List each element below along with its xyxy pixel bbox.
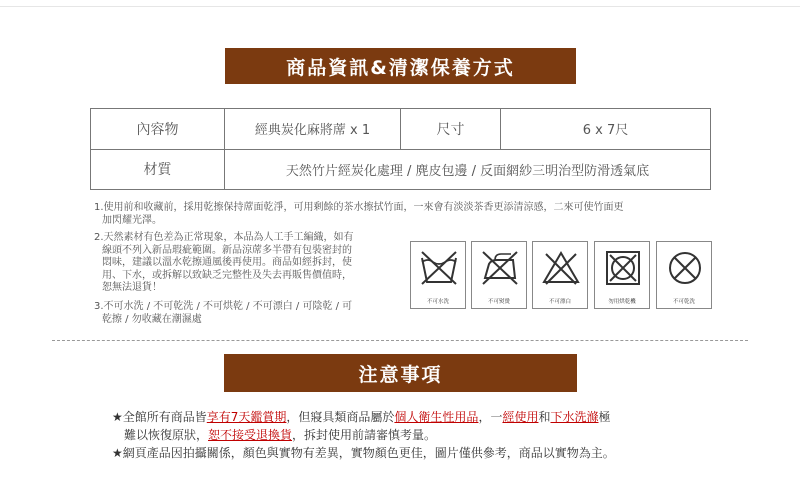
care-icon-box: [594, 241, 650, 309]
highlight-hygiene-product: 個人衛生性用品: [394, 410, 479, 424]
note-line: 悶味，建議以溫水乾擦通風後再使用。商品如經拆封，使: [102, 257, 352, 268]
care-icon-label: 不可漂白: [548, 299, 571, 305]
no-bleach-icon: [540, 248, 582, 288]
notice-text-span: ，拆封使用前請審慎考量。: [292, 428, 437, 442]
highlight-washed: 下水洗滌: [550, 410, 599, 424]
no-tumble-dry-icon: [602, 248, 644, 288]
section-title-product-info: 商品資訊&清潔保養方式: [225, 48, 576, 84]
no-dry-clean-icon: [664, 248, 706, 288]
contents-value: 經典炭化麻將蓆 x 1: [225, 109, 401, 150]
note-line: 用、下水，或拆解以致缺乏完整性及失去再販售價值時，: [102, 269, 352, 281]
note-line: 線頭不列入新品瑕疵範圍。新品涼蓆多半帶有包裝密封的: [102, 244, 352, 256]
note-line: 加閃耀光澤。: [102, 214, 162, 226]
care-icons: [410, 241, 712, 309]
care-icon-label: 勿用烘乾機: [608, 299, 636, 305]
note-3: [94, 301, 399, 326]
no-iron-icon: [479, 248, 521, 288]
notice-text-span: 極: [598, 410, 611, 424]
care-icon-label: 不可乾洗: [672, 299, 695, 305]
highlight-no-return: 恕不接受退換貨: [208, 428, 293, 442]
section-divider: [52, 340, 748, 341]
size-header: 尺寸: [401, 109, 501, 150]
notice-text: [112, 408, 752, 462]
care-icon-box: [656, 241, 712, 309]
section-title-notice: 注意事項: [224, 354, 577, 392]
notice-text-span: 難以恢復原狀，: [124, 428, 209, 442]
care-icon-label: 不可熨燙: [487, 299, 510, 305]
care-icon-box: [471, 241, 527, 309]
notice-line-1: [112, 408, 752, 426]
note-line: 1.使用前和收藏前，採用乾擦保持蓆面乾淨，可用剩餘的茶水擦拭竹面，一來會有淡淡茶香更添清涼感，二來可使竹面更: [94, 202, 624, 213]
top-divider: [0, 6, 800, 7]
spec-table: [90, 108, 711, 190]
note-line: 2.天然素材有色差為正常現象，本品為人工手工編織，如有: [94, 232, 354, 243]
highlight-appreciation-period: 享有7天鑑賞期: [206, 410, 287, 424]
care-icon-box: [410, 241, 466, 309]
notice-text-span: ★全館所有商品皆: [112, 410, 207, 424]
notice-text-span: ，一: [478, 410, 503, 424]
material-header: 材質: [91, 149, 225, 190]
material-value: 天然竹片經炭化處理 / 麂皮包邊 / 反面網紗三明治型防滑透氣底: [225, 149, 711, 190]
contents-header: 內容物: [91, 109, 225, 150]
note-line: 恕無法退貨！: [102, 282, 162, 293]
notice-line-2: [112, 426, 752, 444]
notice-line-3: ★網頁產品因拍攝關係，顏色與實物有差異，實物顏色更佳，圖片僅供參考，商品以實物為主。: [112, 446, 615, 460]
table-row: [91, 149, 711, 190]
highlight-once-used: 經使用: [502, 410, 539, 424]
note-2: [94, 232, 399, 295]
no-wash-icon: [418, 248, 460, 288]
notice-text-span: 和: [538, 410, 551, 424]
table-row: [91, 109, 711, 150]
note-1: [94, 202, 714, 227]
care-icon-label: 不可水洗: [426, 299, 449, 305]
size-value: 6 x 7尺: [501, 109, 711, 150]
note-line: 乾擦 / 勿收藏在潮濕處: [102, 313, 202, 325]
care-icon-box: [532, 241, 588, 309]
note-line: 3.不可水洗 / 不可乾洗 / 不可烘乾 / 不可漂白 / 可陰乾 / 可: [94, 301, 353, 312]
notice-text-span: ，但寢具類商品屬於: [286, 410, 395, 424]
